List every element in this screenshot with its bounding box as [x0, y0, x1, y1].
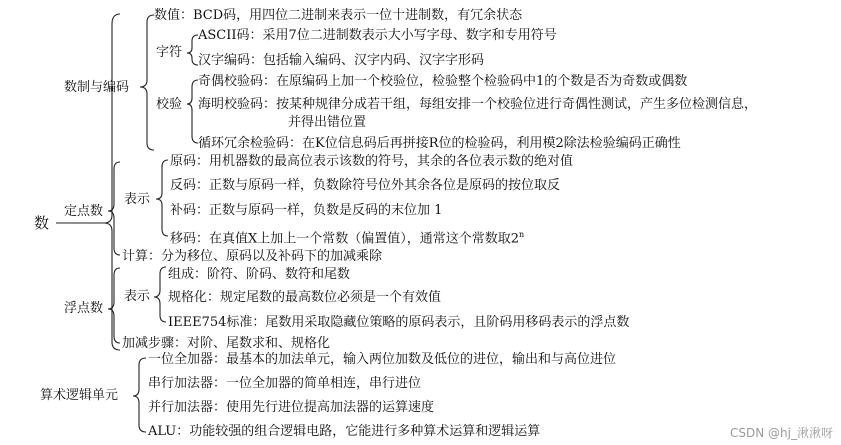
float-ieee754: IEEE754标准：尾数用采取隐藏位策略的原码表示，且阶码用移码表示的浮点数	[168, 315, 630, 330]
encoding-numeric: 数值：BCD码，用四位二进制来表示一位十进制数，有冗余状态	[154, 8, 523, 23]
float-normalize: 规格化：规定尾数的最高数位必须是一个有效值	[168, 290, 442, 305]
root-node: 数	[34, 214, 50, 232]
float-composition: 组成：阶符、阶码、数符和尾数	[168, 267, 351, 282]
float-repr-bracket	[154, 267, 166, 322]
encoding-hamming: 海明校验码：按某种规律分成若干组，每组安排一个校验位进行奇偶性测试，产生多位检测信息，	[198, 97, 758, 112]
fixed-calc: 计算：分为移位、原码以及补码下的加减乘除	[122, 249, 383, 264]
branch-fixed: 定点数	[64, 204, 104, 219]
float-addsub: 加减步骤：对阶、尾数求和、规格化	[122, 336, 331, 351]
fixed-repr-label: 表示	[124, 192, 151, 207]
fixed-sign-magnitude: 原码：用机器数的最高位表示该数的符号，其余的各位表示数的绝对值	[170, 154, 574, 169]
alu-parallel-adder: 并行加法器：使用先行进位提高加法器的运算速度	[148, 400, 435, 415]
encoding-bracket	[140, 15, 154, 150]
fixed-biased	[170, 227, 524, 247]
float-repr-label: 表示	[124, 289, 151, 304]
encoding-parity: 奇偶校验码：在原编码上加一个校验位，检验整个检验码中1的个数是否为奇数或偶数	[198, 74, 688, 89]
alu-serial-adder: 串行加法器：一位全加器的简单相连，串行进位	[148, 376, 422, 391]
branch-float: 浮点数	[64, 301, 104, 316]
float-bracket	[108, 268, 120, 343]
fixed-ones-complement: 反码：正数与原码一样，负数除符号位外其余各位是原码的按位取反	[170, 178, 561, 193]
encoding-crc: 循环冗余检验码：在K位信息码后再拼接R位的检验码，利用模2除法检验编码正确性	[198, 136, 681, 151]
branch-encoding: 数制与编码	[64, 80, 130, 95]
encoding-hanzi: 汉字编码：包括输入编码、汉字内码、汉字字形码	[198, 53, 485, 68]
fixed-bracket	[108, 162, 120, 255]
fixed-repr-bracket	[156, 160, 168, 236]
alu-bracket	[133, 358, 146, 432]
root-bracket	[104, 14, 120, 350]
char-bracket	[187, 35, 198, 65]
branch-alu: 算术逻辑单元	[40, 388, 119, 403]
encoding-char-label: 字符	[156, 45, 183, 60]
alu-description: ALU：功能较强的组合逻辑电路，它能进行多种算术运算和逻辑运算	[148, 424, 541, 439]
fixed-biased-text: 移码：在真值X上加上一个常数（偏置值），通常这个常数取2	[170, 231, 520, 247]
fixed-twos-complement: 补码：正数与原码一样，负数是反码的末位加 1	[170, 203, 443, 218]
encoding-check-label: 校验	[156, 97, 183, 112]
watermark: CSDN @hj_湫湫呀	[730, 426, 833, 440]
encoding-hamming-cont: 并得出错位置	[288, 115, 367, 130]
check-bracket	[187, 80, 198, 143]
alu-full-adder: 一位全加器：最基本的加法单元，输入两位加数及低位的进位，输出和与高位进位	[148, 352, 617, 367]
encoding-ascii: ASCII码：采用7位二进制数表示大小写字母、数字和专用符号	[198, 28, 557, 43]
fixed-biased-exponent: n	[519, 230, 525, 239]
